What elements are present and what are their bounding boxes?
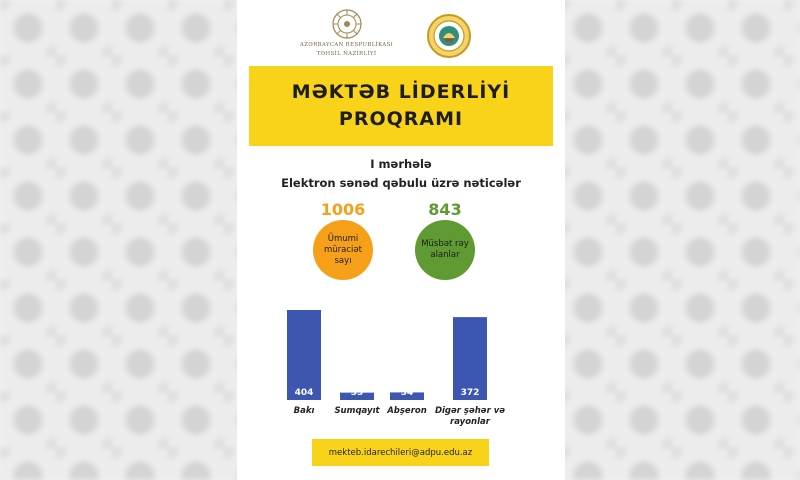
category-label-2: Abşeron (387, 406, 427, 416)
university-logo (426, 13, 472, 63)
poster (237, 0, 565, 480)
positive-reviews-value: 843 (428, 200, 462, 219)
contact-email-box[interactable] (312, 439, 489, 466)
category-label-3-line1: rayonlar (450, 417, 490, 427)
title-line-1: MƏKTƏB LİDERLİYİ (291, 81, 511, 103)
ministry-logo-text-line2: TƏHSİL NAZİRLİYİ (316, 51, 377, 57)
category-label-3-line0: Digər şəhər və (434, 406, 506, 416)
stage-subtitle: Elektron sənəd qəbulu üzrə nəticələr (281, 176, 521, 190)
university-seal-icon (426, 13, 472, 59)
total-applications-label: Ümumi müraciət sayı (324, 233, 362, 266)
bar-value-label-1: 33 (350, 388, 364, 398)
bar-value-label-3: 372 (460, 388, 480, 398)
title-banner (249, 66, 553, 146)
region-bar-chart (237, 290, 565, 440)
positive-reviews-circle (415, 220, 475, 280)
contact-email[interactable]: mekteb.idarechileri@adpu.edu.az (328, 447, 473, 458)
stage-label: I mərhələ (370, 157, 432, 171)
positive-reviews-label: Müsbət rəy alanlar (421, 239, 469, 260)
bar-value-label-2: 34 (400, 388, 414, 398)
logos-row (237, 8, 565, 66)
ministry-logo-text-line1: AZƏRBAYCAN RESPUBLİKASI (299, 42, 394, 48)
category-label-0: Bakı (293, 406, 315, 416)
category-label-1: Sumqayıt (334, 406, 380, 416)
title-line-2: PROQRAMI (338, 108, 464, 130)
total-applications-circle (313, 220, 373, 280)
ministry-logo (299, 8, 394, 58)
bar-value-label-0: 404 (294, 388, 314, 398)
total-applications-value: 1006 (320, 200, 366, 219)
ministry-emblem-icon (331, 8, 363, 40)
bar-0 (287, 310, 321, 400)
